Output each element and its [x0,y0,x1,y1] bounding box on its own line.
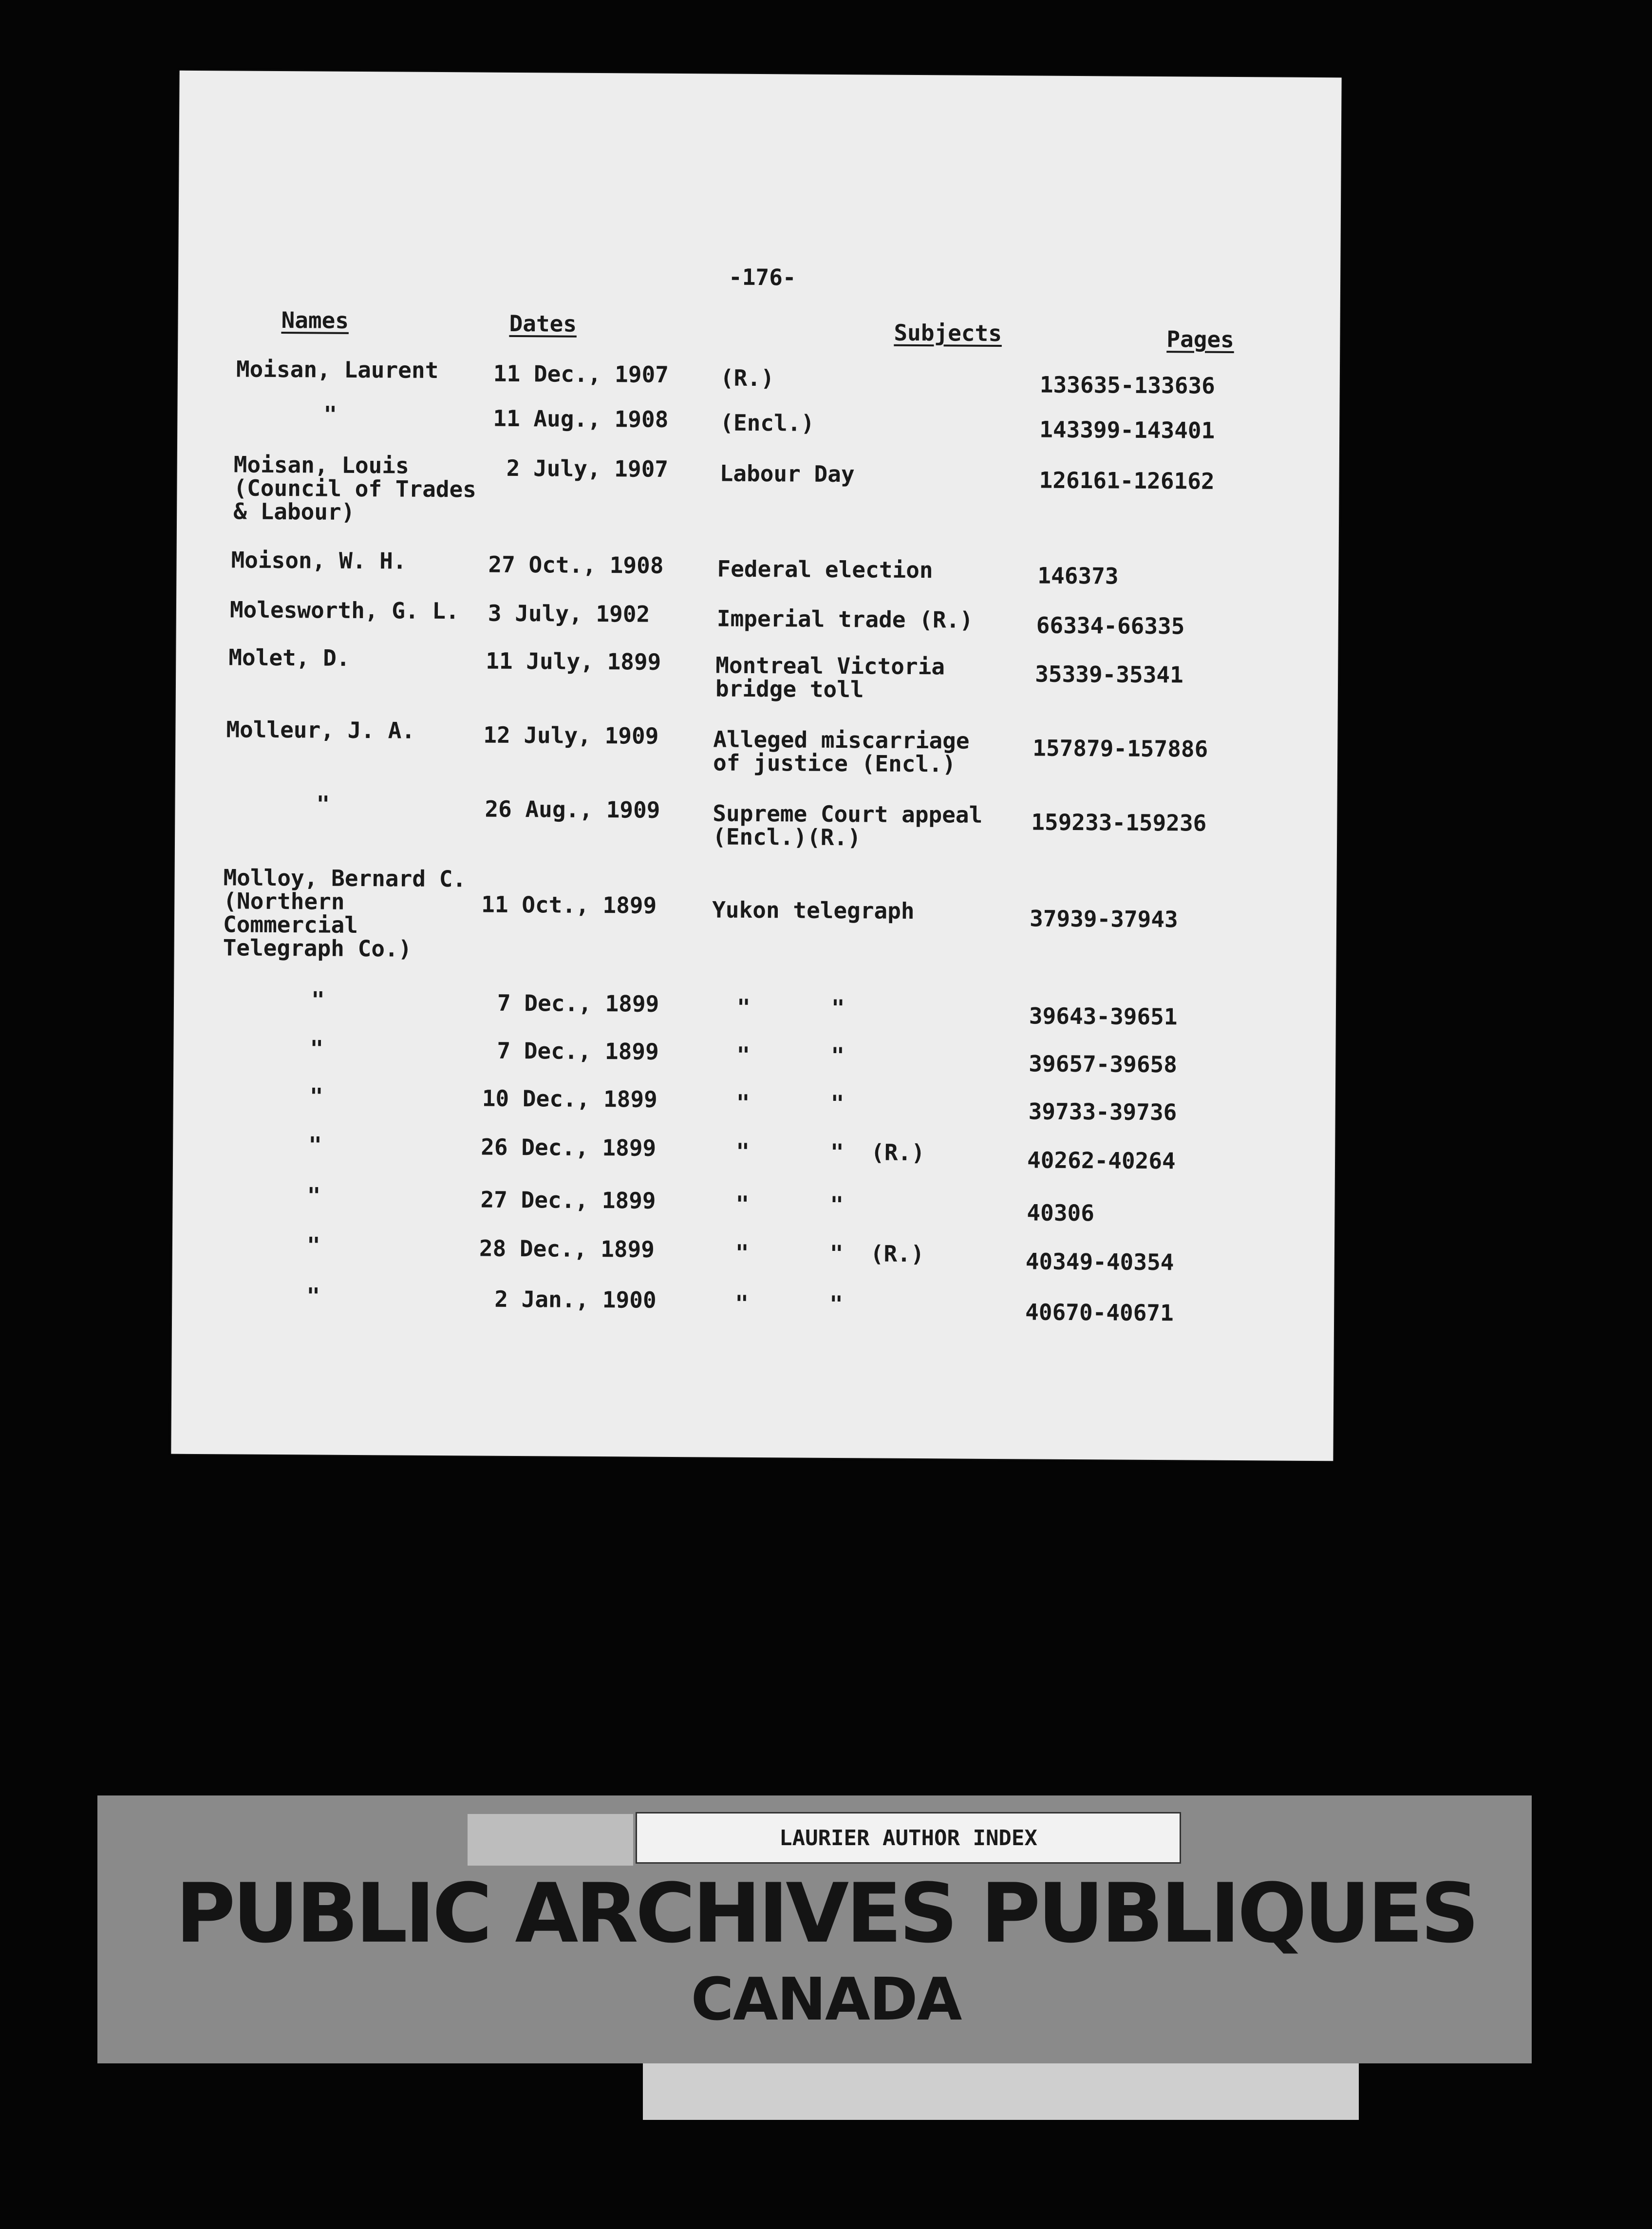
row-name: Moisan, Laurent [236,356,439,383]
row-pages: 40262-40264 [1027,1147,1176,1174]
header-pages: Pages [1166,326,1235,353]
row-name: " [323,401,338,428]
row-pages: 35339-35341 [1034,661,1183,688]
row-subject: Yukon telegraph [712,896,915,924]
row-date: 26 Dec., 1899 [481,1133,657,1161]
row-pages: 159233-159236 [1031,809,1207,836]
row-date: 2 July, 1907 [506,454,669,482]
index-tag-text: LAURIER AUTHOR INDEX [779,1825,1037,1851]
tag-backing [468,1814,633,1866]
row-date: 11 Dec., 1907 [493,360,669,388]
row-name: " [309,1083,323,1110]
row-date: 11 July, 1899 [486,647,661,675]
row-name: Molleur, J. A. [226,716,415,744]
row-name: " [306,1232,320,1259]
row-subject: Supreme Court appeal (Encl.)(R.) [712,800,983,851]
row-pages: 39643-39651 [1029,1002,1178,1030]
row-date: 12 July, 1909 [483,721,659,749]
row-date: 3 July, 1902 [488,600,650,627]
row-name: Molesworth, G. L. [229,596,459,624]
row-name: Molloy, Bernard C. (Northern Commercial Telegraph Co.) [223,864,467,962]
row-subject: " " (R.) [735,1239,924,1267]
row-pages: 40306 [1027,1199,1095,1227]
row-subject: Labour Day [719,460,855,488]
row-subject: Federal election [717,555,933,584]
index-tag [636,1812,1181,1864]
header-subjects: Subjects [894,319,1002,347]
row-date: 10 Dec., 1899 [482,1085,658,1113]
row-name: " [311,986,325,1013]
row-pages: 157879-157886 [1032,735,1208,762]
row-pages: 133635-133636 [1039,371,1215,399]
row-subject: " " [735,1190,844,1218]
row-pages: 40670-40671 [1025,1299,1174,1326]
row-name: Moison, W. H. [231,547,407,574]
archive-label-country: CANADA [691,1966,961,2034]
row-name: " [308,1132,322,1158]
row-pages: 39733-39736 [1028,1098,1177,1126]
row-pages: 146373 [1037,562,1119,589]
row-date: 28 Dec., 1899 [479,1235,655,1263]
page-number: -176- [728,264,796,291]
row-date: 2 Jan., 1900 [494,1285,657,1313]
row-subject: (Encl.) [720,409,815,436]
row-date: 27 Oct., 1908 [488,551,664,579]
row-pages: 66334-66335 [1036,612,1185,640]
header-names: Names [281,307,349,334]
row-subject: Montreal Victoria bridge toll [715,652,945,703]
row-subject: " " (R.) [735,1138,925,1166]
row-name: Molet, D. [228,644,350,671]
row-subject: " " [736,994,845,1021]
row-name: " [310,1035,324,1062]
archive-label-title: PUBLIC ARCHIVES PUBLIQUES [175,1866,1477,1961]
row-date: 7 Dec., 1899 [497,1037,659,1065]
row-name: Moisan, Louis (Council of Trades & Labour) [233,451,477,525]
index-page [171,71,1341,1461]
row-pages: 126161-126162 [1039,467,1215,494]
row-date: 27 Dec., 1899 [480,1186,656,1214]
row-pages: 40349-40354 [1025,1248,1174,1276]
row-subject: Alleged miscarriage of justice (Encl.) [713,726,970,777]
label-strip [643,2063,1359,2120]
row-name: " [306,1283,320,1309]
row-date: 11 Oct., 1899 [481,891,657,919]
row-subject: " " [735,1290,843,1318]
row-date: 26 Aug., 1909 [485,795,660,823]
row-subject: (R.) [720,364,774,392]
row-pages: 39657-39658 [1029,1050,1178,1078]
row-pages: 37939-37943 [1029,905,1178,933]
row-subject: " " [736,1089,845,1117]
row-subject: " " [736,1041,845,1069]
row-name: " [316,791,330,817]
row-name: " [307,1182,321,1209]
header-dates: Dates [509,310,577,337]
row-date: 11 Aug., 1908 [493,405,669,433]
row-date: 7 Dec., 1899 [497,989,659,1017]
row-subject: Imperial trade (R.) [716,605,974,633]
row-pages: 143399-143401 [1039,416,1215,444]
